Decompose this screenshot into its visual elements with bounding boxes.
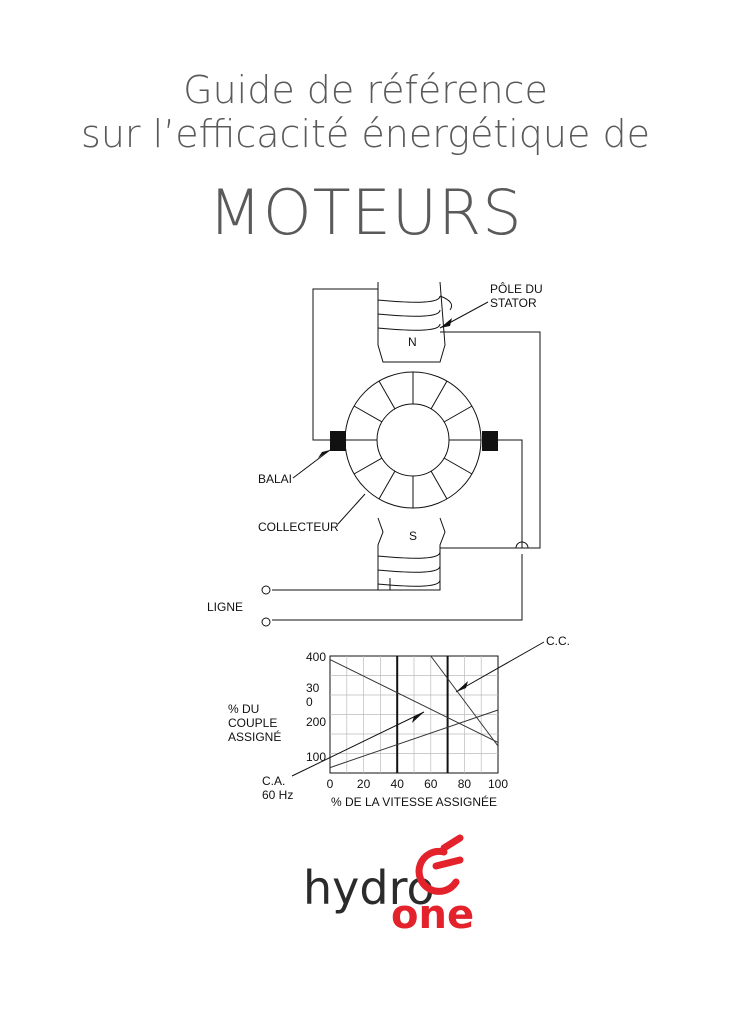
x-tick-label: 0 bbox=[326, 777, 334, 791]
title-main: MOTEURS bbox=[208, 176, 523, 249]
y-axis-label: COUPLE bbox=[228, 716, 278, 730]
label-stator-2: STATOR bbox=[490, 296, 537, 310]
label-commutator: COLLECTEUR bbox=[258, 520, 339, 534]
title-line-2: sur l’efficacité énergétique de bbox=[81, 112, 650, 156]
y-tick-label: 200 bbox=[306, 715, 327, 729]
y-axis-label: % DU bbox=[228, 702, 260, 716]
label-south: S bbox=[409, 529, 418, 543]
label-line: LIGNE bbox=[207, 600, 244, 614]
x-tick-label: 80 bbox=[457, 777, 472, 791]
y-tick-label: 30 bbox=[306, 681, 320, 695]
x-tick-label: 100 bbox=[487, 777, 509, 791]
label-brush: BALAI bbox=[258, 472, 293, 486]
annotation-60hz: 60 Hz bbox=[262, 788, 294, 802]
y-tick-label: 100 bbox=[306, 750, 327, 764]
y-axis-label: ASSIGNÉ bbox=[228, 730, 282, 744]
y-tick-label: 0 bbox=[306, 695, 313, 709]
annotation-cc: C.C. bbox=[546, 634, 570, 648]
x-tick-label: 20 bbox=[356, 777, 371, 791]
x-axis-label: % DE LA VITESSE ASSIGNÉE bbox=[330, 795, 498, 809]
annotation-ca: C.A. bbox=[262, 774, 286, 788]
x-tick-label: 40 bbox=[390, 777, 404, 791]
title-line-1: Guide de référence bbox=[183, 68, 548, 112]
label-north: N bbox=[408, 335, 417, 349]
x-tick-label: 60 bbox=[424, 777, 438, 791]
label-stator-1: PÔLE DU bbox=[490, 282, 543, 296]
logo-word-one: one bbox=[391, 892, 475, 938]
y-tick-label: 400 bbox=[306, 650, 327, 664]
logo-word-hydro: hydro bbox=[303, 861, 435, 915]
